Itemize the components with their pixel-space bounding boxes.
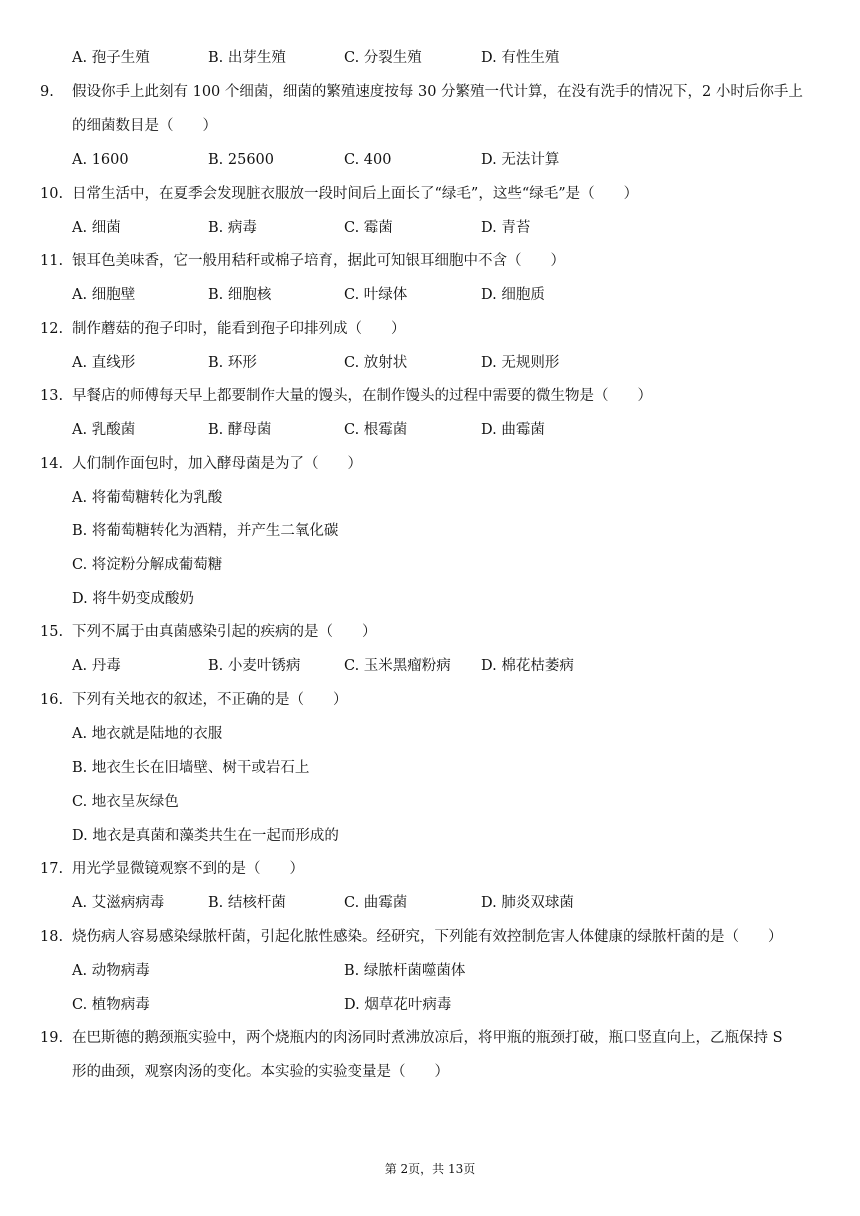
option-c: C. 地衣呈灰绿色: [72, 794, 179, 810]
question-number: 18.: [40, 929, 64, 945]
option-a: A. 地衣就是陆地的衣服: [72, 726, 223, 742]
option-d: D. 肺炎双球菌: [481, 895, 574, 911]
option-b: B. 细胞核: [208, 287, 272, 303]
question-number: 9.: [40, 84, 54, 100]
option-b: B. 酵母菌: [208, 422, 272, 438]
question-text: 烧伤病人容易感染绿脓杆菌，引起化脓性感染。经研究，下列能有效控制危害人体健康的绿脓杆菌的是（ ）: [72, 929, 783, 945]
option-b: B. 病毒: [208, 220, 257, 236]
option-c: C. 叶绿体: [344, 287, 408, 303]
question-number: 16.: [40, 692, 64, 708]
option-b: B. 将葡萄糖转化为酒精，并产生二氧化碳: [72, 523, 339, 539]
question-text-continued: 的细菌数目是（ ）: [72, 118, 217, 134]
option-d: D. 将牛奶变成酸奶: [72, 591, 194, 607]
option-c: C. 曲霉菌: [344, 895, 408, 911]
question-text: 制作蘑菇的孢子印时，能看到孢子印排列成（ ）: [72, 321, 406, 337]
page-footer: 第 2页，共 13页: [384, 1162, 476, 1176]
option-b: B. 地衣生长在旧墙壁、树干或岩石上: [72, 760, 310, 776]
question-text: 早餐店的师傅每天早上都要制作大量的馒头，在制作馒头的过程中需要的微生物是（ ）: [72, 388, 652, 404]
option-d: D. 青苔: [481, 220, 531, 236]
option-c: C. 将淀粉分解成葡萄糖: [72, 557, 223, 573]
option-d: D. 烟草花叶病毒: [344, 997, 452, 1013]
question-number: 13.: [40, 388, 64, 404]
question-text: 下列有关地衣的叙述，不正确的是（ ）: [72, 692, 348, 708]
option-d: D. 无法计算: [481, 152, 560, 168]
option-c: C. 玉米黑瘤粉病: [344, 658, 451, 674]
question-text: 在巴斯德的鹅颈瓶实验中，两个烧瓶内的肉汤同时煮沸放凉后，将甲瓶的瓶颈打破，瓶口竖直向上，乙瓶保持 S: [72, 1030, 783, 1046]
option-b: B. 环形: [208, 355, 257, 371]
question-number: 15.: [40, 624, 64, 640]
question-text: 假设你手上此刻有 100 个细菌，细菌的繁殖速度按每 30 分繁殖一代计算，在没有洗手的情况下，2 小时后你手上: [72, 84, 803, 100]
question-text: 银耳色美味香，它一般用秸秆或棉子培育，据此可知银耳细胞中不含（ ）: [72, 253, 565, 269]
option-a: A. 直线形: [72, 355, 136, 371]
option-c: C. 放射状: [344, 355, 408, 371]
question-number: 17.: [40, 861, 64, 877]
option-b: B. 小麦叶锈病: [208, 658, 301, 674]
question-text-continued: 形的曲颈，观察肉汤的变化。本实验的实验变量是（ ）: [72, 1064, 449, 1080]
question-number: 10.: [40, 186, 64, 202]
option-a: A. 细菌: [72, 220, 121, 236]
question-text: 人们制作面包时，加入酵母菌是为了（ ）: [72, 456, 362, 472]
question-text: 下列不属于由真菌感染引起的疾病的是（ ）: [72, 624, 377, 640]
option-d: D. 有性生殖: [481, 50, 560, 66]
option-a: A. 细胞壁: [72, 287, 136, 303]
question-number: 12.: [40, 321, 64, 337]
option-a: A. 将葡萄糖转化为乳酸: [72, 490, 223, 506]
option-d: D. 无规则形: [481, 355, 560, 371]
option-b: B. 绿脓杆菌噬菌体: [344, 963, 466, 979]
option-d: D. 地衣是真菌和藻类共生在一起而形成的: [72, 828, 339, 844]
option-c: C. 植物病毒: [72, 997, 150, 1013]
option-d: D. 曲霉菌: [481, 422, 545, 438]
option-a: A. 艾滋病病毒: [72, 895, 165, 911]
option-d: D. 细胞质: [481, 287, 545, 303]
option-c: C. 根霉菌: [344, 422, 408, 438]
option-c: C. 400: [344, 152, 392, 168]
option-a: A. 孢子生殖: [72, 50, 150, 66]
question-text: 日常生活中，在夏季会发现脏衣服放一段时间后上面长了“绿毛”，这些“绿毛”是（ ）: [72, 186, 639, 202]
option-a: A. 丹毒: [72, 658, 121, 674]
question-text: 用光学显微镜观察不到的是（ ）: [72, 861, 304, 877]
question-number: 19.: [40, 1030, 64, 1046]
question-number: 11.: [40, 253, 64, 269]
option-b: B. 出芽生殖: [208, 50, 286, 66]
option-c: C. 分裂生殖: [344, 50, 422, 66]
option-b: B. 结核杆菌: [208, 895, 286, 911]
option-b: B. 25600: [208, 152, 275, 168]
option-a: A. 1600: [72, 152, 129, 168]
option-a: A. 动物病毒: [72, 963, 150, 979]
option-a: A. 乳酸菌: [72, 422, 136, 438]
question-number: 14.: [40, 456, 64, 472]
option-c: C. 霉菌: [344, 220, 393, 236]
option-d: D. 棉花枯萎病: [481, 658, 574, 674]
